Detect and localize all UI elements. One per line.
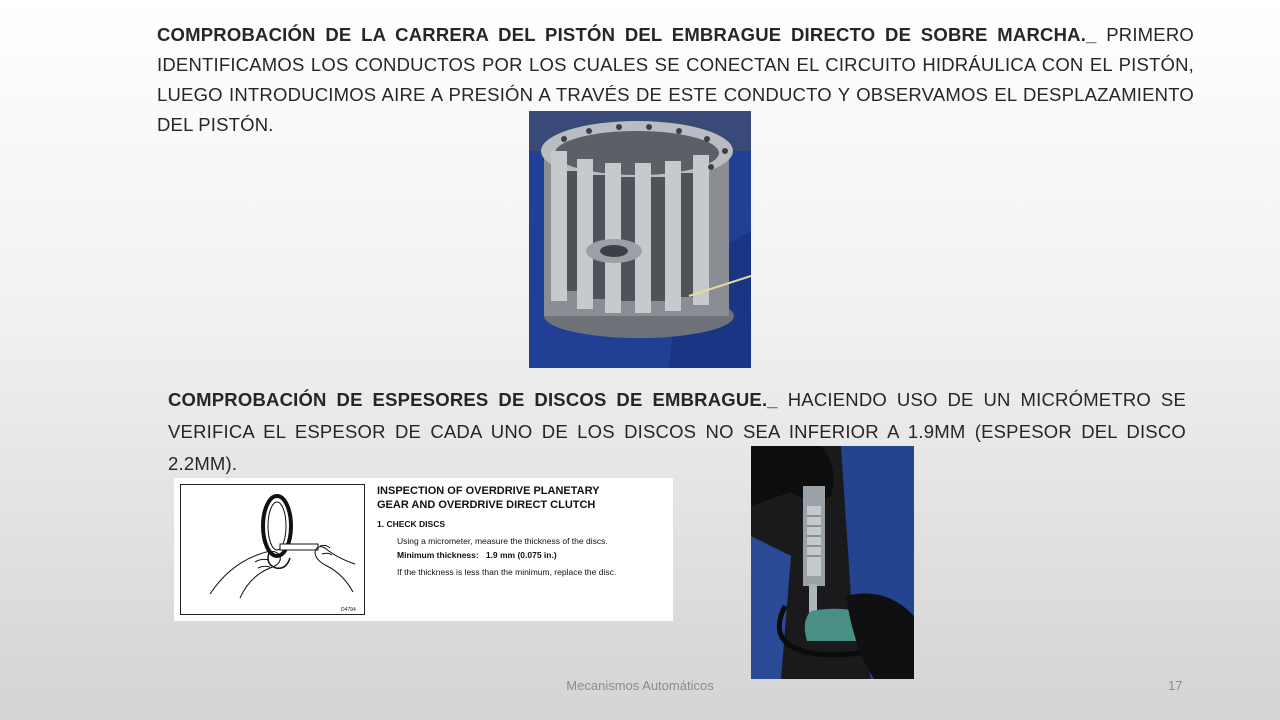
manual-step-heading: 1. CHECK DISCS [377,519,446,529]
manual-title-line1: INSPECTION OF OVERDRIVE PLANETARY [377,485,600,497]
manual-instruction-line: Using a micrometer, measure the thickness of the discs. [397,536,608,546]
footer-title: Mecanismos Automáticos [566,678,714,693]
paragraph-heading: COMPROBACIÓN DE LA CARRERA DEL PISTÓN DEL EMBRAGUE DIRECTO DE SOBRE MARCHA._ [157,24,1097,45]
page-number: 17 [1168,678,1183,693]
paragraph-disc-thickness-check [168,384,1186,480]
figure-code: D4794 [341,607,356,613]
paragraph-heading: COMPROBACIÓN DE ESPESORES DE DISCOS DE EMBRAGUE._ [168,389,778,410]
micrometer-measurement-photo [751,446,914,679]
minimum-thickness-label: Minimum thickness: [397,550,479,560]
paragraph-body: HACIENDO USO DE UN MICRÓMETRO SE VERIFICA EL ESPESOR DE CADA UNO DE LOS DISCOS NO SEA INFERIOR A 1.9MM (ESPESOR DEL DISCO 2.2MM). [168,389,1186,474]
clutch-drum-photo [529,111,751,368]
micrometer-illustration [180,484,365,615]
paragraph-body: PRIMERO IDENTIFICAMOS LOS CONDUCTOS POR LOS CUALES SE CONECTAN EL CIRCUITO HIDRÁULICA CON EL PISTÓN, LUEGO INTRODUCIMOS AIRE A PRESIÓN A TRAVÉS DE ESTE CONDUCTO Y OBSERVAMOS EL DESPLAZAMIENTO DEL PISTÓN. [157,24,1194,135]
manual-replace-instruction: If the thickness is less than the minimum, replace the disc. [397,567,617,577]
manual-title-line2: GEAR AND OVERDRIVE DIRECT CLUTCH [377,499,596,511]
service-manual-excerpt [174,478,673,621]
manual-minimum-thickness [397,550,557,560]
minimum-thickness-value: 1.9 mm (0.075 in.) [485,550,557,560]
